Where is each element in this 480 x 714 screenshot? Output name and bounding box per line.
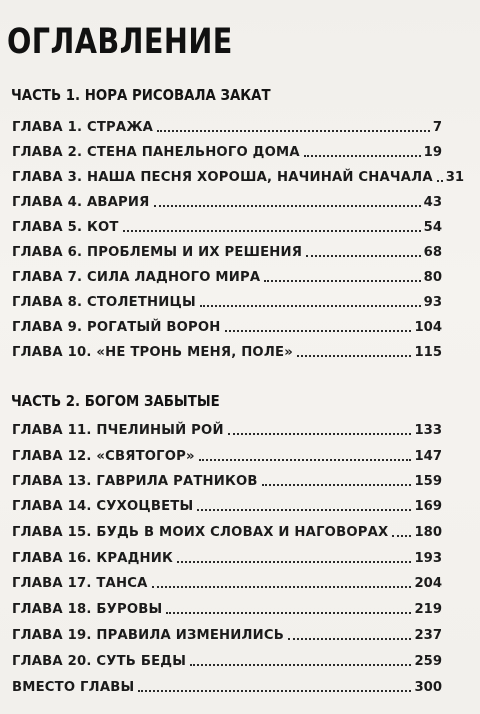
leader-dots [228,433,412,435]
toc-entry[interactable] [12,137,442,159]
toc-entry[interactable] [12,312,442,334]
page-number: 147 [414,448,442,464]
toc-entry[interactable] [12,112,442,134]
chapter-title: ГЛАВА 4. АВАРИЯ [12,194,150,210]
chapter-title: ГЛАВА 18. БУРОВЫ [12,601,163,617]
leader-dots [392,535,411,537]
leader-dots [154,205,421,207]
chapter-title: ГЛАВА 16. КРАДНИК [12,550,174,566]
toc-entry[interactable] [12,672,442,694]
chapter-title: ГЛАВА 7. СИЛА ЛАДНОГО МИРА [12,269,261,285]
leader-dots [199,459,412,461]
toc-entry[interactable] [12,337,442,359]
leader-dots [288,638,411,640]
chapter-title: ГЛАВА 2. СТЕНА ПАНЕЛЬНОГО ДОМА [12,144,300,160]
toc-entry[interactable] [12,187,442,209]
chapter-title: ГЛАВА 8. СТОЛЕТНИЦЫ [12,294,196,310]
leader-dots [166,612,411,614]
page-number: 193 [414,550,442,566]
page-number: 204 [414,575,442,591]
leader-dots [177,561,411,563]
page-number: 219 [414,601,442,617]
chapter-title: ГЛАВА 13. ГАВРИЛА РАТНИКОВ [12,473,258,489]
leader-dots [437,180,443,182]
page-number: 68 [423,244,442,260]
toc-entry[interactable] [12,491,442,513]
page-number: 259 [414,653,442,669]
leader-dots [262,484,412,486]
chapter-title: ГЛАВА 17. ТАНСА [12,575,148,591]
page-title: ОГЛАВЛЕНИЕ [7,22,233,62]
page-number: 237 [414,627,442,643]
chapter-title: ГЛАВА 3. НАША ПЕСНЯ ХОРОША, НАЧИНАЙ СНАЧАЛА [12,169,433,185]
toc-entry[interactable] [12,646,442,668]
leader-dots [200,305,421,307]
leader-dots [304,155,421,157]
chapter-title: ГЛАВА 14. СУХОЦВЕТЫ [12,498,194,514]
page-number: 104 [414,319,442,335]
page-number: 31 [445,169,465,185]
page-number: 7 [432,119,442,135]
chapter-title: ГЛАВА 9. РОГАТЫЙ ВОРОН [12,319,221,335]
toc-entry[interactable] [12,415,442,437]
toc-entry[interactable] [12,466,442,488]
leader-dots [123,230,421,232]
page-number: 169 [414,498,442,514]
chapter-title: ГЛАВА 15. БУДЬ В МОИХ СЛОВАХ И НАГОВОРАХ [12,524,389,540]
toc-entry[interactable] [12,212,442,234]
page-number: 180 [414,524,442,540]
chapter-title: ГЛАВА 5. КОТ [12,219,119,235]
page-number: 300 [414,679,442,695]
leader-dots [264,280,420,282]
leader-dots [157,130,430,132]
page-number: 159 [414,473,442,489]
page-number: 80 [423,269,442,285]
toc-entry[interactable] [12,517,442,539]
chapter-title: ВМЕСТО ГЛАВЫ [12,679,135,695]
toc-entry[interactable] [12,441,442,463]
toc-entry[interactable] [12,287,442,309]
toc-entry[interactable] [12,237,442,259]
toc-entry[interactable] [12,568,442,590]
toc-entry[interactable] [12,262,442,284]
toc-entry[interactable] [12,543,442,565]
page-number: 93 [423,294,442,310]
part-heading-1: ЧАСТЬ 1. НОРА РИСОВАЛА ЗАКАТ [11,86,271,104]
leader-dots [225,330,412,332]
leader-dots [306,255,421,257]
toc-entry[interactable] [12,162,465,185]
toc-entry[interactable] [12,620,442,642]
leader-dots [197,509,411,511]
chapter-title: ГЛАВА 12. «СВЯТОГОР» [12,448,195,464]
page-number: 19 [423,144,442,160]
page-number: 115 [414,344,442,360]
leader-dots [138,690,411,692]
chapter-title: ГЛАВА 10. «НЕ ТРОНЬ МЕНЯ, ПОЛЕ» [12,344,293,360]
toc-entry[interactable] [12,594,442,616]
chapter-title: ГЛАВА 1. СТРАЖА [12,119,154,135]
leader-dots [152,586,412,588]
page-number: 54 [423,219,442,235]
leader-dots [190,664,411,666]
leader-dots [297,355,412,357]
page-number: 43 [423,194,442,210]
chapter-title: ГЛАВА 6. ПРОБЛЕМЫ И ИХ РЕШЕНИЯ [12,244,303,260]
page-number: 133 [414,422,442,438]
part-heading-2: ЧАСТЬ 2. БОГОМ ЗАБЫТЫЕ [11,392,220,410]
chapter-title: ГЛАВА 19. ПРАВИЛА ИЗМЕНИЛИСЬ [12,627,285,643]
chapter-title: ГЛАВА 20. СУТЬ БЕДЫ [12,653,187,669]
chapter-title: ГЛАВА 11. ПЧЕЛИНЫЙ РОЙ [12,422,224,438]
